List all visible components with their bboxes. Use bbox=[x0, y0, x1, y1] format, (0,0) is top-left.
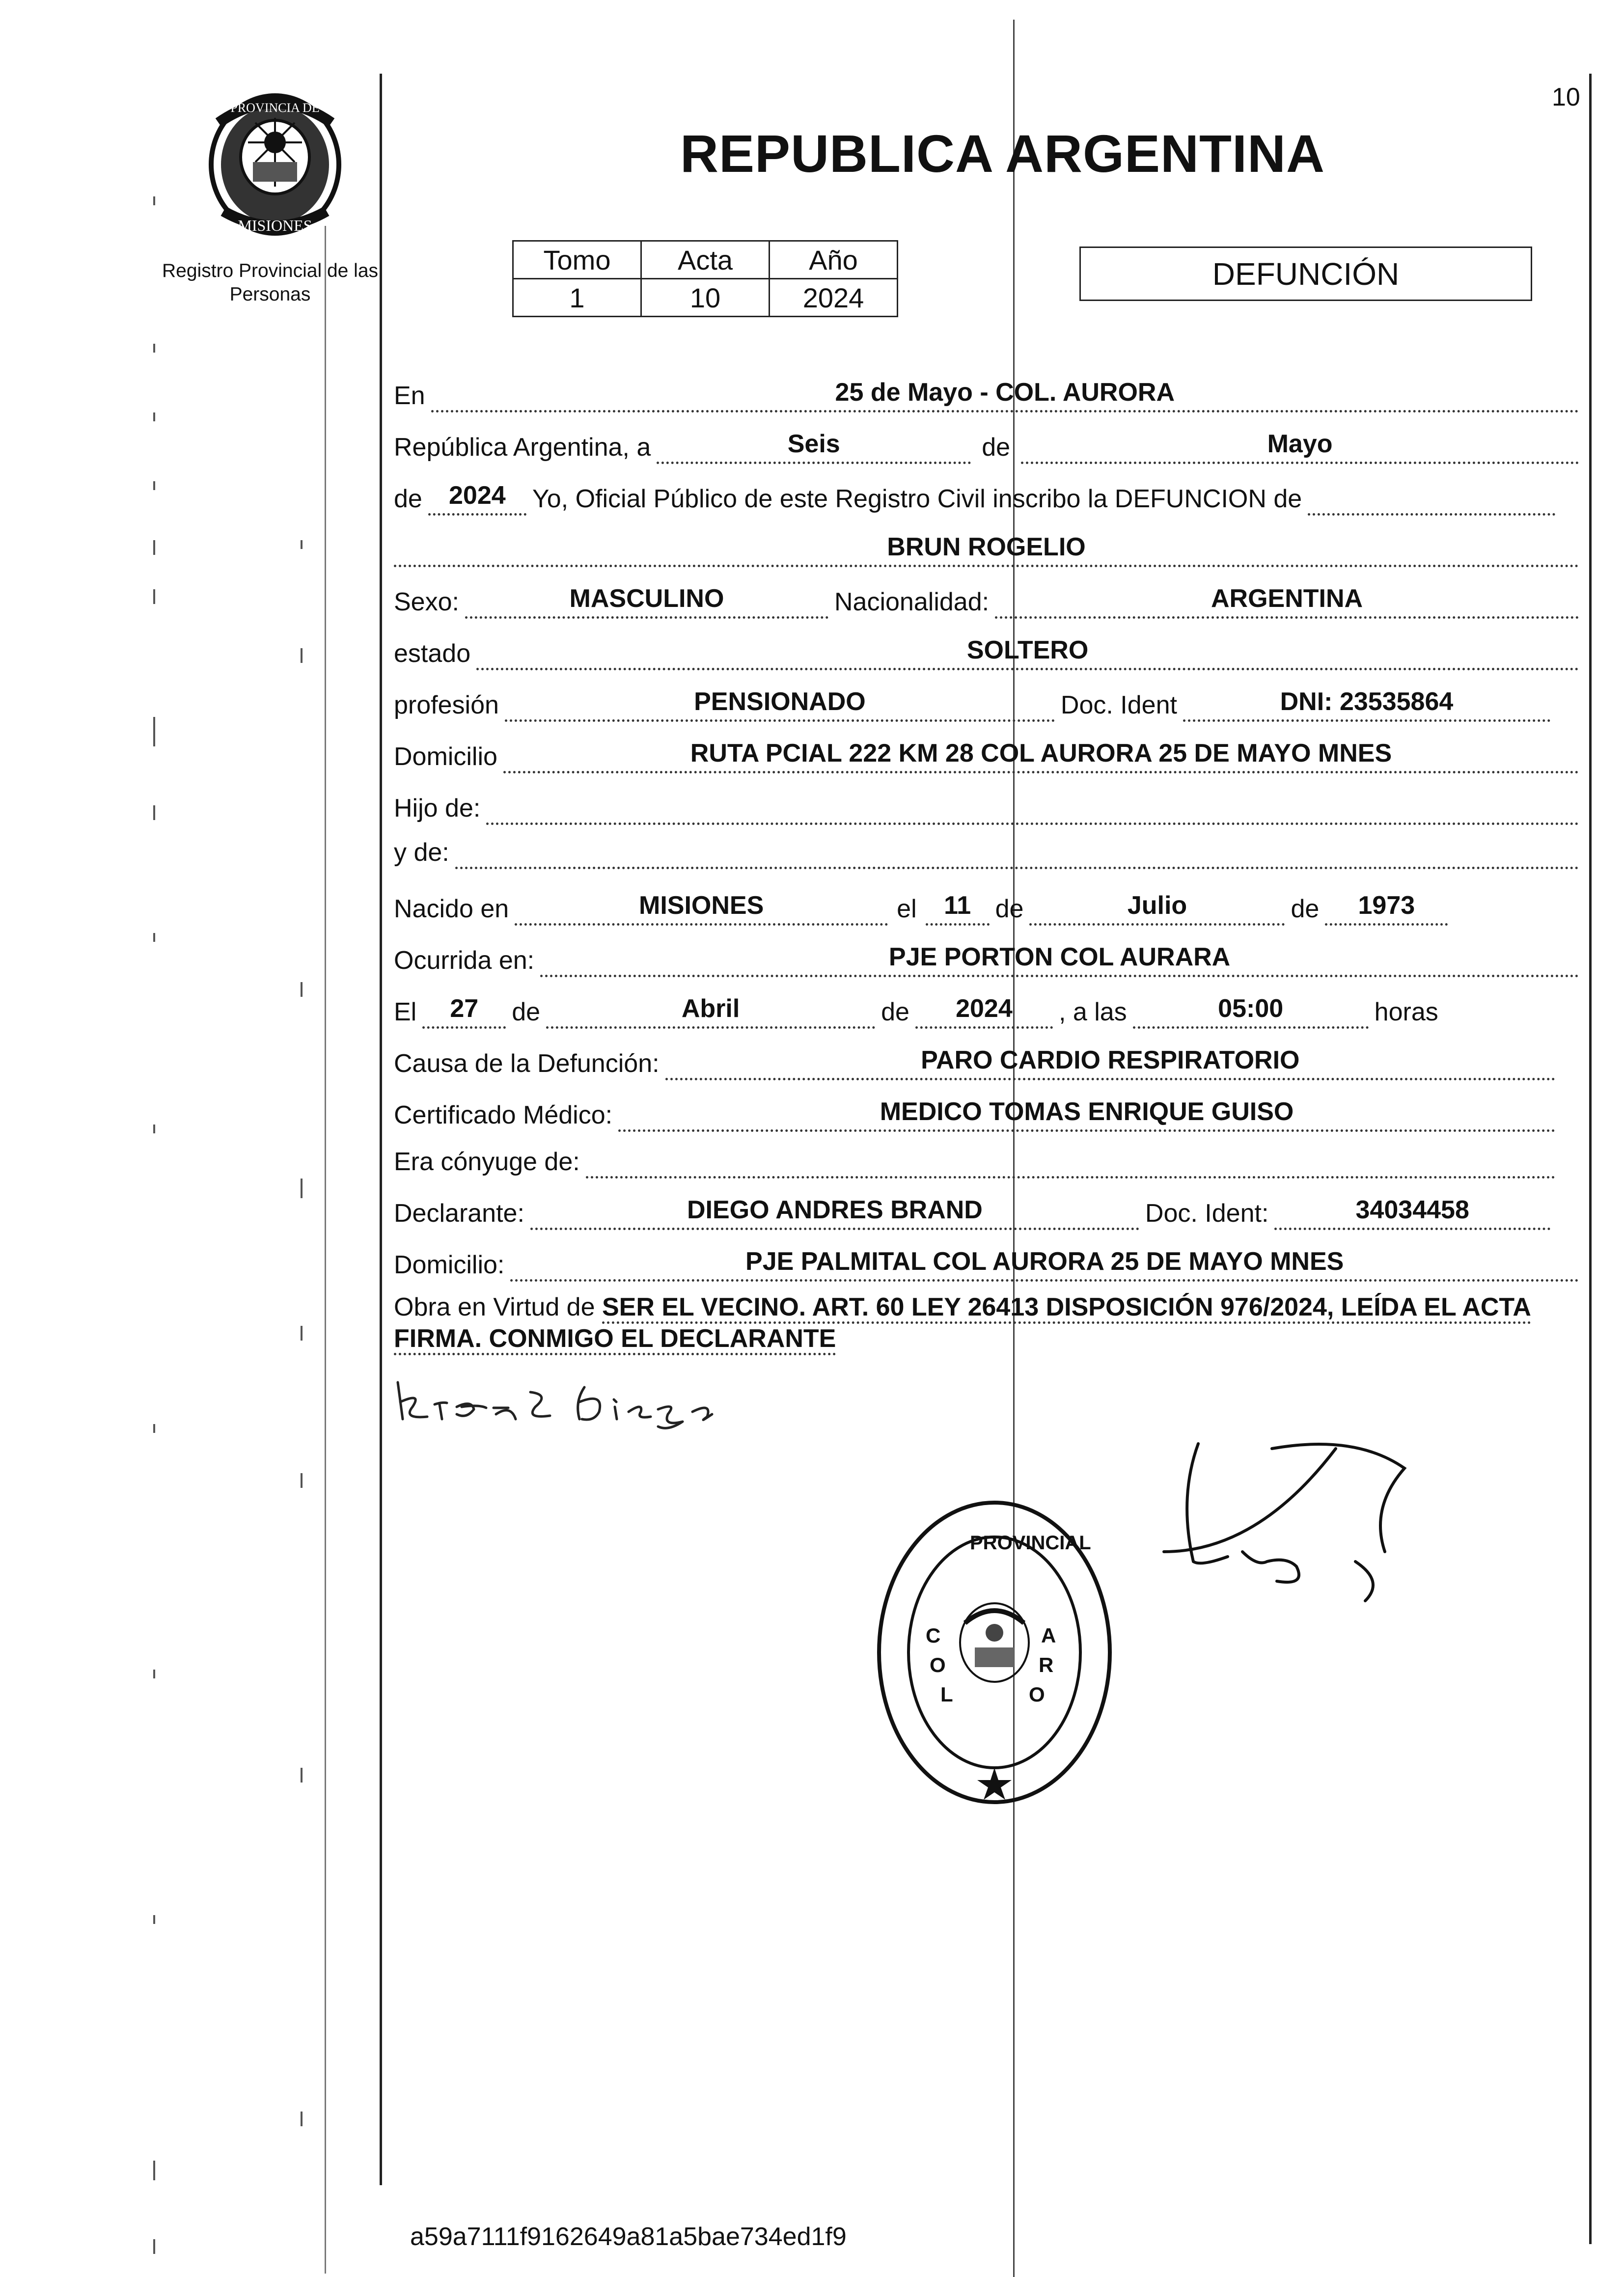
domicilio-value: RUTA PCIAL 222 KM 28 COL AURORA 25 DE MAYO MNES bbox=[503, 738, 1579, 773]
row-fecha bbox=[394, 420, 1585, 464]
svg-text:R: R bbox=[1039, 1653, 1054, 1676]
declarante-label: Declarante: bbox=[394, 1199, 524, 1228]
domicilio-label: Domicilio bbox=[394, 742, 497, 771]
mes-value: Mayo bbox=[1021, 428, 1579, 464]
row-causa bbox=[394, 1036, 1585, 1080]
yde-value bbox=[455, 865, 1579, 869]
row-fecha-defuncion bbox=[394, 985, 1585, 1029]
document-type-box bbox=[1079, 247, 1532, 301]
en-value: 25 de Mayo - COL. AURORA bbox=[431, 377, 1579, 412]
alas-label: , a las bbox=[1058, 998, 1127, 1026]
dia-value: Seis bbox=[657, 428, 971, 464]
row-nombre bbox=[394, 523, 1585, 567]
doc-ident-value: DNI: 23535864 bbox=[1183, 686, 1550, 722]
row-declarante bbox=[394, 1186, 1585, 1230]
svg-text:A: A bbox=[1041, 1624, 1056, 1647]
de-label-2: de bbox=[995, 895, 1024, 923]
row-domicilio-declarante bbox=[394, 1237, 1585, 1282]
causa-label: Causa de la Defunción: bbox=[394, 1049, 660, 1078]
estado-value: SOLTERO bbox=[476, 634, 1579, 670]
def-hora-value: 05:00 bbox=[1133, 993, 1369, 1029]
ocurrida-label: Ocurrida en: bbox=[394, 946, 535, 975]
obra-label: Obra en Virtud de bbox=[394, 1293, 595, 1321]
document-type: DEFUNCIÓN bbox=[1212, 256, 1400, 292]
row-estado bbox=[394, 626, 1585, 670]
row-en bbox=[394, 368, 1585, 412]
anio-value: 2024 bbox=[770, 279, 898, 317]
svg-text:PROVINCIAL: PROVINCIAL bbox=[970, 1532, 1091, 1554]
provincia-misiones-seal bbox=[199, 88, 351, 241]
nacionalidad-label: Nacionalidad: bbox=[834, 588, 990, 616]
svg-text:MISIONES: MISIONES bbox=[238, 217, 312, 234]
de-label: de bbox=[982, 433, 1011, 462]
republica-label: República Argentina, a bbox=[394, 433, 651, 462]
def-dia-value: 27 bbox=[422, 993, 506, 1029]
tomo-value: 1 bbox=[513, 279, 641, 317]
inscribo-text: Yo, Oficial Público de este Registro Civil inscribo la DEFUNCION de bbox=[532, 485, 1302, 513]
row-conyuge bbox=[394, 1134, 1585, 1179]
tomo-acta-anio-table bbox=[512, 240, 898, 317]
colonia-aurora-stamp bbox=[872, 1495, 1117, 1812]
decl-doc-value: 34034458 bbox=[1274, 1194, 1550, 1230]
acta-value: 10 bbox=[641, 279, 770, 317]
profesion-label: profesión bbox=[394, 691, 499, 719]
nac-dia-value: 11 bbox=[926, 890, 990, 926]
de-label-5: de bbox=[881, 998, 909, 1026]
hijo-value bbox=[486, 821, 1579, 825]
row-sexo bbox=[394, 575, 1585, 619]
svg-text:L: L bbox=[940, 1683, 953, 1706]
declarante-value: DIEGO ANDRES BRAND bbox=[530, 1194, 1139, 1230]
yde-label: y de: bbox=[394, 838, 449, 867]
decl-doc-label: Doc. Ident: bbox=[1145, 1199, 1269, 1228]
en-label: En bbox=[394, 382, 425, 410]
doc-ident-label: Doc. Ident bbox=[1060, 691, 1177, 719]
svg-text:PROVINCIA DE: PROVINCIA DE bbox=[230, 101, 320, 115]
anio-value: 2024 bbox=[428, 480, 526, 516]
nacido-label: Nacido en bbox=[394, 895, 509, 923]
de-label-3: de bbox=[1291, 895, 1320, 923]
el-label: el bbox=[897, 895, 917, 923]
left-border-line bbox=[380, 74, 382, 2185]
right-border-line bbox=[1589, 74, 1592, 2244]
domicilio2-value: PJE PALMITAL COL AURORA 25 DE MAYO MNES bbox=[510, 1246, 1579, 1282]
anio-prefix: de bbox=[394, 485, 422, 513]
conyuge-label: Era cónyuge de: bbox=[394, 1148, 580, 1176]
row-domicilio bbox=[394, 729, 1585, 773]
obra-en-virtud bbox=[394, 1291, 1585, 1354]
document-hash: a59a7111f9162649a81a5bae734ed1f9 bbox=[410, 2222, 847, 2251]
nombre-value: BRUN ROGELIO bbox=[394, 531, 1579, 567]
domicilio2-label: Domicilio: bbox=[394, 1251, 505, 1279]
registry-name: Registro Provincial de las Personas bbox=[162, 260, 379, 305]
def-mes-value: Abril bbox=[546, 993, 875, 1029]
estado-label: estado bbox=[394, 639, 471, 668]
horas-label: horas bbox=[1374, 998, 1438, 1026]
sexo-label: Sexo: bbox=[394, 588, 459, 616]
profesion-value: PENSIONADO bbox=[505, 686, 1055, 722]
obra-value: SER EL VECINO. ART. 60 LEY 26413 DISPOSICIÓN 976/2024, LEÍDA EL ACTA FIRMA. CONMIGO EL DECLARANTE bbox=[394, 1293, 1531, 1355]
sexo-value: MASCULINO bbox=[465, 583, 828, 619]
el-label-2: El bbox=[394, 998, 417, 1026]
nac-mes-value: Julio bbox=[1029, 890, 1285, 926]
logo-divider-line bbox=[325, 226, 326, 2274]
row-yde bbox=[394, 825, 1585, 869]
row-certificado bbox=[394, 1088, 1585, 1132]
row-nacido bbox=[394, 881, 1585, 926]
declarante-signature bbox=[388, 1372, 761, 1434]
nacido-value: MISIONES bbox=[515, 890, 888, 926]
row-profesion bbox=[394, 678, 1585, 722]
de-label-4: de bbox=[512, 998, 541, 1026]
inscribo-blank bbox=[1308, 511, 1555, 516]
certificado-label: Certificado Médico: bbox=[394, 1101, 613, 1129]
hijo-label: Hijo de: bbox=[394, 794, 481, 823]
conyuge-value bbox=[586, 1174, 1555, 1179]
row-ocurrida bbox=[394, 933, 1585, 977]
page-number: 10 bbox=[1552, 83, 1580, 111]
row-hijo bbox=[394, 781, 1585, 825]
def-anio-value: 2024 bbox=[915, 993, 1053, 1029]
anio-header: Año bbox=[770, 241, 898, 279]
row-anio-inscribo bbox=[394, 471, 1585, 516]
svg-text:O: O bbox=[1029, 1683, 1045, 1706]
svg-text:O: O bbox=[930, 1653, 946, 1676]
authorized-official-signature bbox=[1110, 1439, 1454, 1716]
certificado-value: MEDICO TOMAS ENRIQUE GUISO bbox=[618, 1096, 1555, 1132]
tomo-header: Tomo bbox=[513, 241, 641, 279]
causa-value: PARO CARDIO RESPIRATORIO bbox=[665, 1044, 1555, 1080]
nacionalidad-value: ARGENTINA bbox=[995, 583, 1579, 619]
ocurrida-value: PJE PORTON COL AURARA bbox=[540, 941, 1579, 977]
country-title: REPUBLICA ARGENTINA bbox=[680, 124, 1325, 183]
acta-header: Acta bbox=[641, 241, 770, 279]
nac-anio-value: 1973 bbox=[1325, 890, 1448, 926]
svg-text:C: C bbox=[926, 1624, 941, 1647]
